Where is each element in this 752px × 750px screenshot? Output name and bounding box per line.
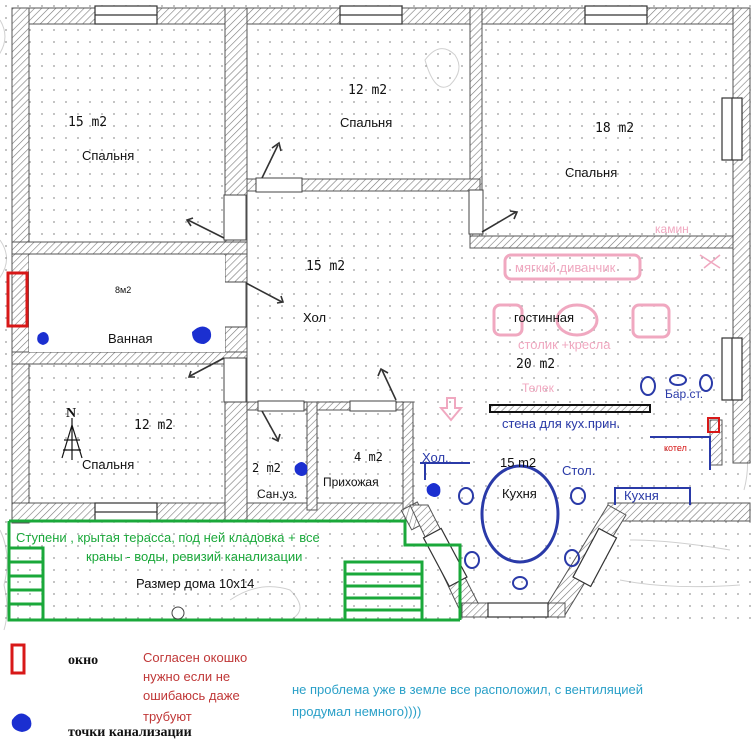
living-area: 20 m2 [516,357,556,372]
comment-teal [292,682,643,719]
wall-wc-right [307,402,317,510]
legend-drain-icon [12,713,32,732]
fireplace-label: камин [655,222,689,236]
wc-area: 2 m2 [252,461,281,475]
bedroom-nw-name: Спальня [82,148,135,163]
wall-bedroom-nw-bottom [12,242,247,254]
wall-bedroom-ne-bottom [470,236,733,248]
sofa-label: мягкий диванчик [515,260,616,275]
bedroom-sw-name: Спальня [82,457,135,472]
bathroom-name: Ванная [108,331,153,346]
dining-label: Стол. [562,463,596,478]
entry-name: Прихожая [323,475,379,489]
wall-note: стена для кух.прин. [502,416,621,431]
window-bay-bottom [488,603,548,617]
kitchen-unit-label: Кухня [624,488,659,503]
house-size: Размер дома 10х14 [136,576,255,591]
terrace-line-2: краны - воды, ревизий канализации [86,549,303,564]
wall-south-east [608,503,750,521]
svg-text:ошибаюсь даже: ошибаюсь даже [143,688,240,703]
legend-drain-label: точки канализации [68,725,192,740]
tv-wall [490,405,650,412]
svg-text:нужно если не: нужно если не [143,669,231,684]
comment-red [143,650,247,724]
wall-kitchen-east [710,420,722,465]
hall-name: Хол [303,310,327,325]
wall-west [12,8,29,523]
svg-text:Согласен окошко: Согласен окошко [143,650,248,665]
legend-window-label: окно [68,653,99,668]
wall-bath-bottom [12,352,247,364]
wall-left-vertical [225,8,247,521]
entry-area: 4 m2 [354,450,383,464]
bedroom-ne-area: 18 m2 [595,121,635,136]
kitchen-name: Кухня [502,486,537,501]
bedroom-nw-area: 15 m2 [68,115,108,130]
living-name: гостинная [514,310,575,325]
svg-text:не проблема уже в земле все ра: не проблема уже в земле все расположил, с вентиляцией [292,682,644,697]
table-label: столик +кресла [518,337,611,352]
bar-label: Бар.ст. [665,387,704,401]
boiler-label: котел [664,443,687,453]
wall-entry-right [403,402,413,510]
tv-label: Телек [522,381,554,395]
kitchen-hall-label: Хол. [422,450,449,465]
bedroom-ne-name: Спальня [565,165,618,180]
bedroom-n-name: Спальня [340,115,393,130]
bedroom-n-area: 12 m2 [348,83,388,98]
wc-name: Сан.уз. [257,487,298,501]
terrace-line-1: Ступени , крытая терасса, под ней кладовка + все [16,530,320,545]
legend-window-icon [12,645,24,673]
hall-area: 15 m2 [306,259,346,274]
bathroom-area: 8м2 [115,285,132,295]
bedroom-sw-area: 12 m2 [134,418,174,433]
kitchen-area: 15 m2 [500,455,537,470]
svg-text:трубуют: трубуют [143,709,192,724]
svg-text:продумал немного)))): продумал немного)))) [292,704,422,719]
north-label: N [66,406,77,421]
